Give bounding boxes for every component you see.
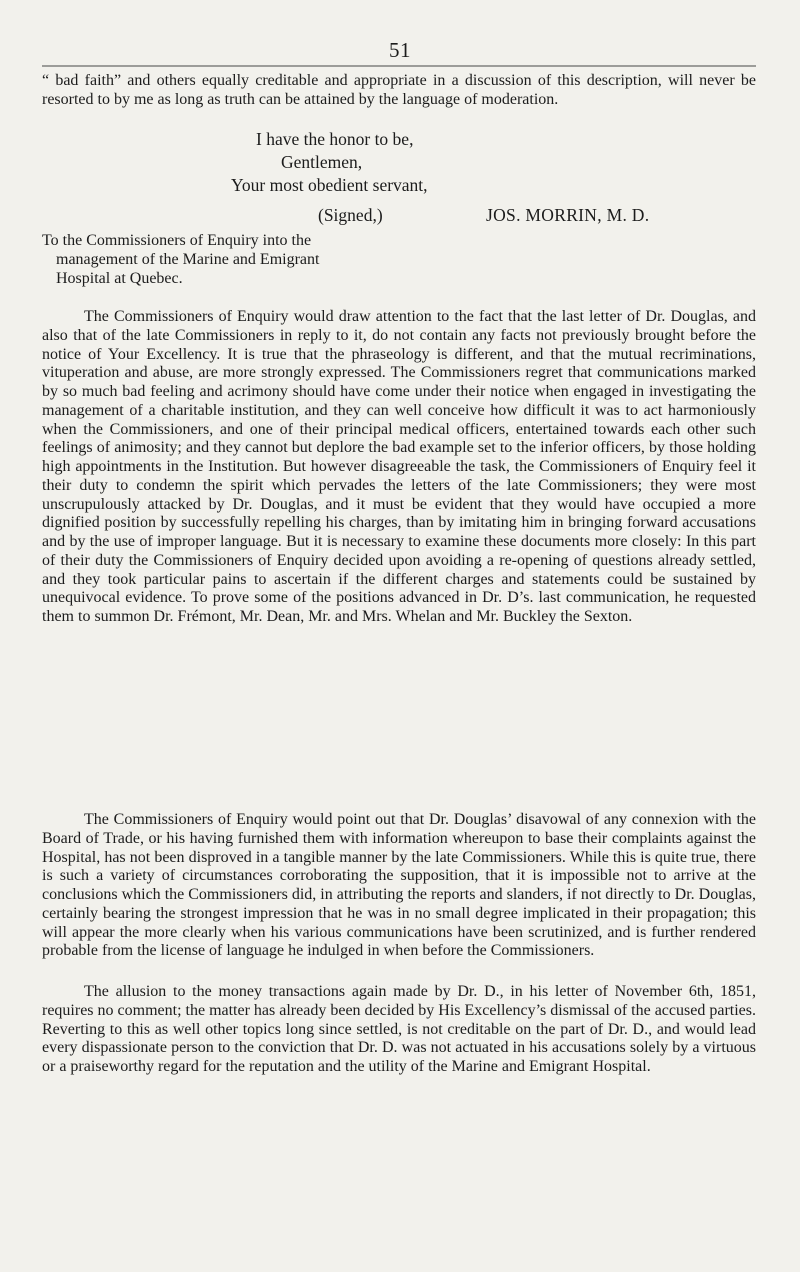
address-line: Hospital at Quebec. (56, 270, 183, 287)
header-rule (42, 65, 756, 67)
closing-line-servant: Your most obedient servant, (231, 175, 428, 195)
closing-line-honor: I have the honor to be, (256, 129, 414, 149)
address-line: management of the Marine and Emigrant (56, 251, 320, 268)
closing-line-salutation: Gentlemen, (281, 152, 363, 172)
page-number: 51 (389, 38, 411, 62)
signed-label: (Signed,) (318, 205, 383, 225)
signer-name: JOS. MORRIN, M. D. (486, 205, 650, 225)
body-paragraph: The Commissioners of Enquiry would point out that Dr. Douglas’ disavowal of any connexion with the Board of Trade, or his having furnished them with information whereupon to base their complaints against the Hospital, has not been disproved in a tangible manner by the late Commissioners. While this is quite true, there is such a variety of circumstances corroborating the supposition, that it is impossible not to arrive at the conclusions which the Commissioners did, in attributing the reports and slanders, if not directly to Dr. Douglas, certainly bearing the strongest impression that he was in no small degree implicated in their propagation; this will appear the more clearly when his various communications have been scrutinized, and is further rendered probable from the license of language he indulged in when before the Commissioners. (42, 811, 756, 960)
address-line: To the Commissioners of Enquiry into the (42, 232, 312, 249)
body-paragraph: The allusion to the money transactions again made by Dr. D., in his letter of November 6th, 1851, requires no comment; the matter has already been decided by His Excellency’s dismissal of the accused parties. Reverting to this as well other topics long since settled, is not creditable on the part of Dr. D., and would lead every dispassionate person to the conviction that Dr. D. was not actuated in his accusations solely by a virtuous or a praiseworthy regard for the reputation and the utility of the Marine and Emigrant Hospital. (42, 983, 756, 1075)
letter-opening-paragraph: “ bad faith” and others equally creditable and appropriate in a discussion of this description, will never be resorted to by me as long as truth can be attained by the language of moderation. (42, 72, 756, 108)
body-paragraph: The Commissioners of Enquiry would draw attention to the fact that the last letter of Dr. Douglas, and also that of the late Commissioners in reply to it, do not contain any facts not previously brought before the notice of Your Excellency. It is true that the phraseology is different, and that the mutual recriminations, vituperation and abuse, are more strongly expressed. The Commissioners regret that communications marked by so much bad feeling and acrimony should have come under their notice when engaged in investigating the management of a charitable institution, and they can well conceive how difficult it was to act harmoniously when the Commissioners, and one of their principal medical officers, entertained towards each other such feelings of animosity; and they cannot but deplore the bad example set to the inferior officers, by those holding high appointments in the Institution. But however disagreeable the task, the Commissioners of Enquiry feel it their duty to condemn the spirit which pervades the letters of the late Commissioners; they were most unscrupulously attacked by Dr. Douglas, and it must be evident that they would have occupied a more dignified position by successfully repelling his charges, than by imitating him in bringing forward accusations and by the use of improper language. But it is necessary to examine these documents more closely: In this part of their duty the Commissioners of Enquiry decided upon avoiding a re-opening of questions already settled, and they took particular pains to ascertain if the different charges and statements could be sustained by unequivocal evidence. To prove some of the positions advanced in Dr. D’s. last communication, he requested them to summon Dr. Frémont, Mr. Dean, Mr. and Mrs. Whelan and Mr. Buckley the Sexton. (42, 308, 756, 625)
